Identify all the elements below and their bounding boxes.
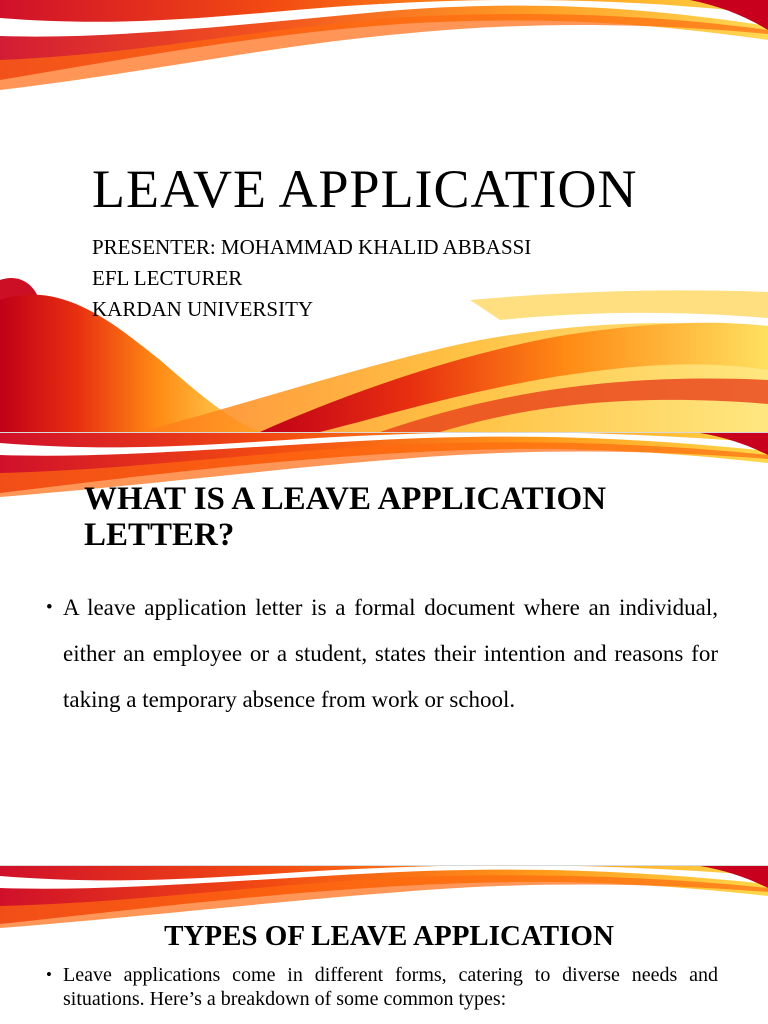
slide-types (0, 866, 768, 1024)
slide-title (0, 0, 768, 432)
slide-1-title: LEAVE APPLICATION (92, 159, 638, 219)
role-line: EFL LECTURER (92, 266, 243, 290)
bullet-text: A leave application letter is a formal document where an individual, either an employee or a student, states their intention and reasons for taking a temporary absence from work or school. (63, 595, 718, 712)
slide-2-body (46, 585, 718, 723)
university-line: KARDAN UNIVERSITY (92, 297, 314, 321)
presenter-line: PRESENTER: MOHAMMAD KHALID ABBASSI (92, 235, 532, 259)
bullet-marker: • (46, 965, 52, 984)
bullet-item (46, 585, 718, 723)
bullet-text: Leave applications come in different forms, catering to diverse needs and situations. Here’s a breakdown of some common types: (63, 964, 718, 1010)
slide-definition (0, 433, 768, 865)
slide-2-title: WHAT IS A LEAVE APPLICATION LETTER? (84, 481, 607, 553)
slide-1-subtitle (92, 232, 531, 325)
slide-3-title: TYPES OF LEAVE APPLICATION (164, 920, 614, 952)
bullet-item (46, 963, 718, 1011)
slide-3-body (46, 963, 718, 1011)
bullet-marker: • (46, 597, 53, 618)
